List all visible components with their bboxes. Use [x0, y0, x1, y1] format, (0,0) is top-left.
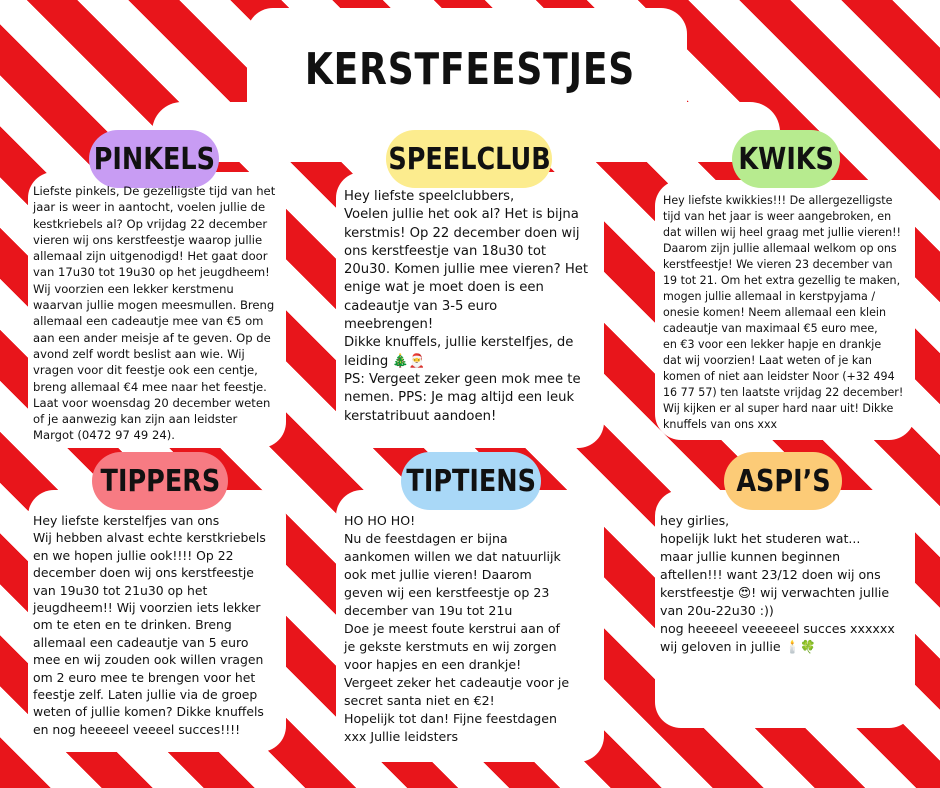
text-tiptiens: HO HO HO! Nu de feestdagen er bijna aankomen willen we dat natuurlijk ook met jullie vieren! Daarom geven wij een kerstfeestje op 23 december van 19u tot 21u Doe je meest foute kerstrui aan of je gekste kerstmuts en wij zorgen voor hapjes en een drankje! Vergeet zeker het cadeautje voor je secret santa niet en €2! Hopelijk tot dan! Fijne feestdagen xxx Jullie leidsters [344, 513, 570, 744]
badge-pinkels: PINKELS [89, 130, 219, 188]
badge-aspis: ASPI’S [724, 452, 842, 510]
badge-tiptiens: TIPTIENS [401, 452, 541, 510]
text-speelclub: Hey liefste speelclubbers, Voelen jullie het ook al? Het is bijna kerstmis! Op 22 december doen wij ons kerstfeestje van 18u30 tot 20u30. Komen jullie mee vieren? Het enige wat je moet doen is een cadeautje van 3-5 euro meebrengen! Dikke knuffels, jullie kerstelfjes, de leiding 🎄🎅 PS: Vergeet zeker geen mok mee te nemen. PPS: Je mag altijd een leuk kerstatribuut aandoen! [344, 189, 589, 424]
text-pinkels: Liefste pinkels, De gezelligste tijd van het jaar is weer in aantocht, voelen jullie de kestkriebels al? Op vrijdag 22 december vieren wij ons kerstfeestje waarop jullie allemaal zijn uitgenodigd! Het gaat door van 17u30 tot 19u30 op het jeugdheem! Wij voorzien een lekker kerstmenu waarvan jullie mogen meesmullen. Breng allemaal een cadeautje mee van €5 om aan een ander meisje af te geven. Op de avond zelf wordt beslist aan wie. Wij vragen voor dit feestje ook een centje, breng allemaal €4 mee naar het feestje. Laat voor woensdag 20 december weten of je aanwezig kan zijn aan leidster Margot (0472 97 49 24). [33, 184, 276, 443]
page-title: KERSTFEESTJES [304, 44, 636, 95]
text-kwiks: Hey liefste kwikkies!!! De allergezelligste tijd van het jaar is weer aangebroken, en dat willen wij heel graag met jullie vieren!! Daarom zijn jullie allemaal welkom op ons kerstfeestje! We vieren 23 december van 19 tot 21. Om het extra gezellig te maken, mogen jullie allemaal in kerstpyjama / onesie komen! Neem allemaal een klein cadeautje van maximaal €5 euro mee, en €3 voor een lekker hapje en drankje dat wij voorzien! Laat weten of je kan komen of niet aan leidster Noor (+32 494 16 77 57) ten laatste vrijdag 22 december! Wij kijken er al super hard naar uit! Dikke knuffels van ons xxx [663, 194, 904, 431]
text-tippers: Hey liefste kerstelfjes van ons Wij hebben alvast echte kerstkriebels en we hopen jullie ook!!!! Op 22 december doen wij ons kerstfeestje van 19u30 tot 21u30 op het jeugdheem!! Wij voorzien iets lekker om te eten en te drinken. Breng allemaal een cadeautje van 5 euro mee en wij zouden ook willen vragen om 2 euro mee te brengen voor het feestje zelf. Laten jullie via de groep weten of jullie komen? Dikke knuffels en nog heeeeel veeeel succes!!!! [33, 513, 266, 737]
badge-tippers: TIPPERS [92, 452, 228, 510]
badge-speelclub: SPEELCLUB [386, 130, 552, 188]
badge-kwiks: KWIKS [732, 130, 840, 188]
text-aspis: hey girlies, hopelijk lukt het studeren wat... maar jullie kunnen beginnen aftellen!!! want 23/12 doen wij ons kerstfeestje 😍! wij verwachten jullie van 20u-22u30 :)) nog heeeeel veeeeeel succes xxxxxx wij geloven in jullie 🕯️🍀 [660, 513, 895, 654]
